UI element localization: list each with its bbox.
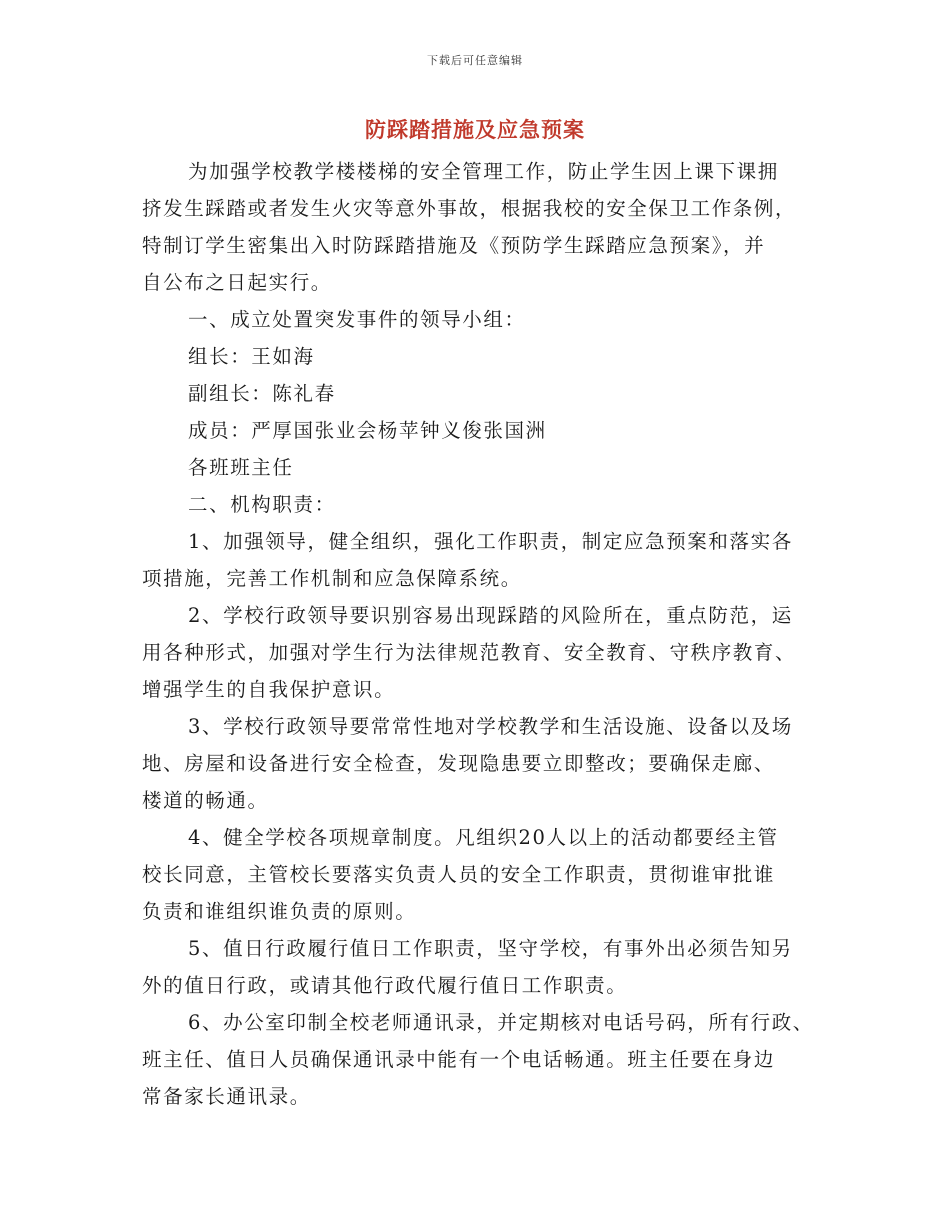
body-text-line: 2、学校行政领导要识别容易出现踩踏的风险所在，重点防范，运 bbox=[188, 604, 793, 627]
body-text-line: 二、机构职责： bbox=[188, 493, 336, 516]
body-text-line: 副组长：陈礼春 bbox=[188, 382, 336, 405]
body-text-line: 一、成立处置突发事件的领导小组： bbox=[188, 308, 526, 331]
body-text-line: 外的值日行政，或请其他行政代履行值日工作职责。 bbox=[142, 974, 628, 997]
body-text-line: 增强学生的自我保护意识。 bbox=[142, 678, 396, 701]
body-text-line: 自公布之日起实行。 bbox=[142, 271, 332, 294]
body-text-line: 挤发生踩踏或者发生火灾等意外事故，根据我校的安全保卫工作条例， bbox=[142, 197, 797, 220]
body-text-line: 各班班主任 bbox=[188, 456, 294, 479]
body-text-line: 特制订学生密集出入时防踩踏措施及《预防学生踩踏应急预案》，并 bbox=[142, 234, 766, 257]
document-title: 防踩踏措施及应急预案 bbox=[365, 117, 585, 142]
body-text-line: 5、值日行政履行值日工作职责，坚守学校，有事外出必须告知另 bbox=[188, 937, 793, 960]
header-note: 下载后可任意编辑 bbox=[427, 54, 523, 67]
body-text-line: 校长同意，主管校长要落实负责人员的安全工作职责，贯彻谁审批谁 bbox=[142, 863, 776, 886]
body-text-line: 用各种形式，加强对学生行为法律规范教育、安全教育、守秩序教育、 bbox=[142, 641, 797, 664]
body-text-line: 班主任、值日人员确保通讯录中能有一个电话畅通。班主任要在身边 bbox=[142, 1048, 776, 1071]
body-text-line: 地、房屋和设备进行安全检查，发现隐患要立即整改；要确保走廊、 bbox=[142, 752, 776, 775]
body-text-line: 6、办公室印制全校老师通讯录，并定期核对电话号码，所有行政、 bbox=[188, 1011, 814, 1034]
body-text-line: 1、加强领导，健全组织，强化工作职责，制定应急预案和落实各 bbox=[188, 530, 793, 553]
document-body bbox=[142, 153, 814, 1115]
body-text-line: 3、学校行政领导要常常性地对学校教学和生活设施、设备以及场 bbox=[188, 715, 793, 738]
body-text-line: 常备家长通讯录。 bbox=[142, 1085, 311, 1108]
body-text-line: 负责和谁组织谁负责的原则。 bbox=[142, 900, 417, 923]
body-text-line: 4、健全学校各项规章制度。凡组织20人以上的活动都要经主管 bbox=[188, 826, 779, 849]
body-text-line: 楼道的畅通。 bbox=[142, 789, 269, 812]
body-text-line: 组长：王如海 bbox=[188, 345, 315, 368]
body-text-line: 成员：严厚国张业会杨苹钟义俊张国洲 bbox=[188, 419, 547, 442]
body-text-line: 项措施，完善工作机制和应急保障系统。 bbox=[142, 567, 522, 590]
body-text-line: 为加强学校教学楼楼梯的安全管理工作，防止学生因上课下课拥 bbox=[188, 160, 779, 183]
